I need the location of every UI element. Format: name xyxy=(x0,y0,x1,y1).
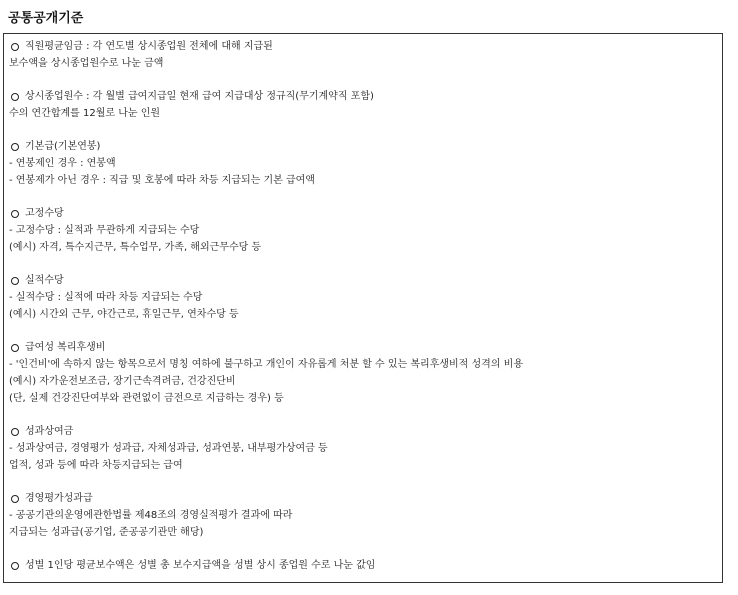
section-performance-allowance xyxy=(9,272,722,323)
section-line: - 공공기관의운영에관한법률 제48조의 경영실적평가 결과에 따라 xyxy=(9,510,293,521)
section-heading: 직원평균임금 : 각 연도별 상시종업원 전체에 대해 지급된 xyxy=(25,41,273,52)
circle-bullet-icon xyxy=(11,210,19,218)
section-employee-count xyxy=(9,88,722,122)
section-gender-average-pay xyxy=(9,557,722,574)
section-line: - 성과상여금, 경영평가 성과급, 자체성과급, 성과연봉, 내부평가상여금 등 xyxy=(9,443,328,454)
circle-bullet-icon xyxy=(11,344,19,352)
section-line: (예시) 시간외 근무, 야간근로, 휴일근무, 연차수당 등 xyxy=(9,309,239,320)
section-line: (예시) 자격, 특수지근무, 특수업무, 가족, 해외근무수당 등 xyxy=(9,242,262,253)
section-line: - 연봉제가 아닌 경우 : 직급 및 호봉에 따라 차등 지급되는 기본 급여액 xyxy=(9,175,315,186)
section-line: - '인건비'에 속하지 않는 항목으로서 명칭 여하에 불구하고 개인이 자유롭게 처분 할 수 있는 복리후생비적 성격의 비용 xyxy=(9,359,523,370)
section-heading: 성별 1인당 평균보수액은 성별 총 보수지급액을 성별 상시 종업원 수로 나눈 값임 xyxy=(25,560,376,571)
section-line: - 고정수당 : 실적과 무관하게 지급되는 수당 xyxy=(9,225,200,236)
section-base-pay xyxy=(9,138,722,189)
section-line: 수의 연간합계를 12월로 나눈 인원 xyxy=(9,108,161,119)
section-line: - 연봉제인 경우 : 연봉액 xyxy=(9,158,116,169)
section-average-wage xyxy=(9,38,722,72)
circle-bullet-icon xyxy=(11,277,19,285)
section-performance-bonus xyxy=(9,423,722,474)
section-heading: 실적수당 xyxy=(25,275,64,286)
section-line: (예시) 자가운전보조금, 장기근속격려금, 건강진단비 xyxy=(9,376,236,387)
page-title: 공통공개기준 xyxy=(8,11,84,26)
circle-bullet-icon xyxy=(11,143,19,151)
section-line: - 실적수당 : 실적에 따라 차등 지급되는 수당 xyxy=(9,292,203,303)
section-heading: 급여성 복리후생비 xyxy=(25,342,106,353)
criteria-box xyxy=(3,33,723,583)
circle-bullet-icon xyxy=(11,495,19,503)
circle-bullet-icon xyxy=(11,93,19,101)
section-heading: 성과상여금 xyxy=(25,426,74,437)
section-fixed-allowance xyxy=(9,205,722,256)
section-line: 업적, 성과 등에 따라 차등지급되는 급여 xyxy=(9,460,183,471)
section-management-evaluation-bonus xyxy=(9,490,722,541)
section-heading: 기본급(기본연봉) xyxy=(25,141,101,152)
section-line: 보수액을 상시종업원수로 나눈 금액 xyxy=(9,58,164,69)
circle-bullet-icon xyxy=(11,43,19,51)
section-line: 지급되는 성과급(공기업, 준공공기관만 해당) xyxy=(9,527,204,538)
section-heading: 고정수당 xyxy=(25,208,64,219)
section-welfare-benefits xyxy=(9,339,722,407)
section-heading: 상시종업원수 : 각 월별 급여지급일 현재 급여 지급대상 정규직(무기계약직 포함) xyxy=(25,91,374,102)
circle-bullet-icon xyxy=(11,428,19,436)
section-line: (단, 실제 건강진단여부와 관련없이 금전으로 지급하는 경우) 등 xyxy=(9,393,284,404)
section-heading: 경영평가성과급 xyxy=(25,493,93,504)
circle-bullet-icon xyxy=(11,562,19,570)
